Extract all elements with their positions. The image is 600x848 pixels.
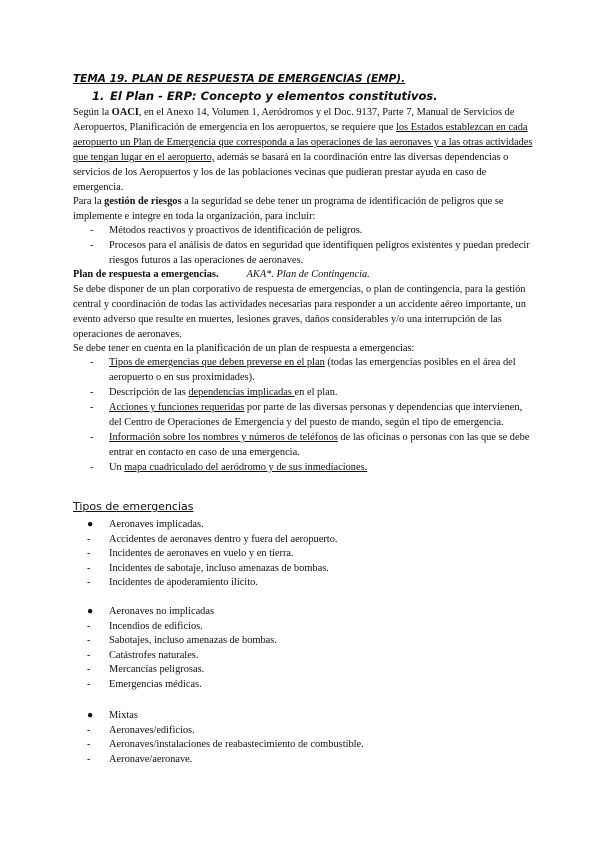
group-item: Catástrofes naturales.: [109, 649, 199, 661]
group-title: Mixtas: [109, 710, 138, 721]
list-item: [73, 677, 533, 692]
list-item: [73, 546, 533, 561]
group-item: Incidentes de sabotaje, incluso amenazas de bombas.: [109, 562, 329, 574]
risk-bold: gestión de riesgos: [104, 196, 182, 207]
list-item: [73, 648, 533, 663]
dash-marker: -: [87, 548, 91, 560]
item-underlined: mapa cuadriculado del aeródromo y de sus inmediaciones.: [124, 462, 368, 473]
consider-list: [73, 355, 533, 475]
item-underlined: Acciones y funciones requeridas: [109, 402, 245, 413]
dash-marker: -: [90, 240, 94, 251]
group-bullet: [73, 604, 533, 619]
intro-pre: Según la: [73, 107, 112, 118]
intro-underlined: los Estados establezcan en cada aeropuerto un Plan de Emergencia que corresponda a las operaciones de las aeronaves y a las otras actividades que tengan lugar en el aeropuerto,: [73, 122, 533, 163]
subtitle-number: 1.: [92, 89, 105, 103]
item-post: en el plan.: [294, 387, 338, 398]
item-pre: Descripción de las: [109, 387, 189, 398]
dash-marker: -: [87, 577, 91, 589]
plan-heading-bold: Plan de respuesta a emergencias.: [73, 269, 219, 280]
document-title: TEMA 19. PLAN DE RESPUESTA DE EMERGENCIAS (EMP).: [73, 73, 406, 85]
group-item: Aeronaves/instalaciones de reabastecimiento de combustible.: [109, 739, 364, 751]
plan-paragraph: Se debe disponer de un plan corporativo de respuesta de emergencias, o plan de contingencia, para la gestión central y coordinación de todas las actividades necesarias para responder a un accidente aéreo importante, un evento adverso que resulte en muertes, lesiones graves, daños considerables y/o una interrupción de las operaciones de aeronaves.: [73, 284, 526, 340]
group-item: Aeronaves/edificios.: [109, 724, 195, 736]
bullet-marker: ●: [87, 710, 94, 721]
item-post: (todas las emergencias posibles en el área del aeropuerto o en sus proximidades).: [109, 357, 516, 383]
section-subtitle: [92, 89, 438, 103]
types-heading: Tipos de emergencias: [73, 500, 194, 513]
dash-marker: -: [87, 620, 91, 632]
group-item: Incidentes de apoderamiento ilícito.: [109, 577, 258, 589]
list-item: [73, 460, 533, 475]
emergency-group-mixed: [73, 708, 533, 766]
dash-marker: -: [90, 225, 94, 236]
dash-marker: -: [87, 635, 91, 647]
list-item: [73, 619, 533, 634]
list-item: [73, 532, 533, 547]
intro-post: además se basará en la coordinación entre las diversas dependencias o servicios de los Aeropuertos y los de las poblaciones vecinas que pudieran prestar ayuda en caso de emergencia.: [73, 152, 509, 193]
group-item: Incidentes de aeronaves en vuelo y en tierra.: [109, 548, 294, 560]
group-item: Sabotajes, incluso amenazas de bombas.: [109, 635, 277, 647]
risk-post: a la seguridad se debe tener un programa de identificación de peligros que se implemente e integre en toda la organización, para incluir:: [73, 196, 504, 222]
list-item: [73, 385, 533, 400]
group-item: Aeronave/aeronave.: [109, 753, 193, 765]
list-item: [73, 430, 533, 460]
risk-paragraph: [73, 194, 533, 224]
group-item: Emergencias médicas.: [109, 678, 202, 690]
dash-marker: -: [87, 739, 91, 751]
consider-paragraph: Se debe tener en cuenta en la planificación de un plan de respuesta a emergencias:: [73, 343, 415, 354]
risk-item-text: Procesos para el análisis de datos en seguridad que identifiquen peligros existentes y puedan predecir riesgos futuros a las operaciones de aeronaves.: [109, 240, 530, 266]
list-item: [73, 633, 533, 648]
dash-marker: -: [90, 357, 94, 368]
list-item: [73, 737, 533, 752]
dash-marker: -: [87, 664, 91, 676]
dash-marker: -: [90, 432, 94, 443]
dash-marker: -: [87, 724, 91, 736]
intro-paragraph: [73, 105, 533, 195]
list-item: [73, 561, 533, 576]
list-item: [73, 400, 533, 430]
dash-marker: -: [87, 562, 91, 574]
subtitle-text: El Plan - ERP: Concepto y elementos constitutivos.: [110, 89, 438, 103]
group-bullet: [73, 517, 533, 532]
list-item: [73, 575, 533, 590]
intro-oaci: OACI: [111, 107, 139, 118]
list-item: [73, 752, 533, 767]
item-pre: Un: [109, 462, 125, 473]
group-item: Incendios de edificios.: [109, 620, 203, 632]
dash-marker: -: [87, 678, 91, 690]
dash-marker: -: [90, 402, 94, 413]
bullet-marker: ●: [87, 606, 94, 617]
group-item: Mercancías peligrosas.: [109, 664, 205, 676]
dash-marker: -: [87, 533, 91, 545]
risk-list: [73, 223, 533, 268]
bullet-marker: ●: [87, 519, 94, 530]
plan-heading-italic: AKA*. Plan de Contingencia.: [246, 269, 370, 280]
group-bullet: [73, 708, 533, 723]
list-item: [73, 355, 533, 385]
group-title: Aeronaves implicadas.: [109, 519, 204, 530]
emergency-group-aircraft-not-involved: [73, 604, 533, 692]
dash-marker: -: [90, 387, 94, 398]
emergency-group-aircraft-involved: [73, 517, 533, 590]
item-underlined: Tipos de emergencias que deben preverse en el plan: [109, 357, 325, 368]
dash-marker: -: [87, 649, 91, 661]
risk-pre: Para la: [73, 196, 105, 207]
risk-item-text: Métodos reactivos y proactivos de identificación de peligros.: [109, 225, 363, 236]
list-item: [73, 662, 533, 677]
plan-heading: [73, 267, 533, 282]
dash-marker: -: [90, 462, 94, 473]
intro-mid: , en el Anexo 14, Volumen 1, Aeródromos y el Doc. 9137, Parte 7, Manual de Servicios de Aeropuertos, Planificación de emergencia en los aeropuertos, se requiere que: [73, 107, 515, 133]
list-item: [73, 238, 533, 268]
list-item: [73, 223, 533, 238]
item-post: por parte de las diversas personas y dependencias que intervienen, del Centro de Operaciones de Emergencia y del puesto de mando, según el tipo de emergencia.: [109, 402, 523, 428]
group-title: Aeronaves no implicadas: [109, 606, 215, 617]
item-post: de las oficinas o personas con las que se debe entrar en contacto en caso de una emergencia.: [109, 432, 530, 458]
item-underlined: dependencias implicadas: [188, 387, 295, 398]
list-item: [73, 723, 533, 738]
item-underlined: Información sobre los nombres y números de teléfonos: [109, 432, 338, 443]
dash-marker: -: [87, 753, 91, 765]
group-item: Accidentes de aeronaves dentro y fuera del aeropuerto.: [109, 533, 338, 545]
